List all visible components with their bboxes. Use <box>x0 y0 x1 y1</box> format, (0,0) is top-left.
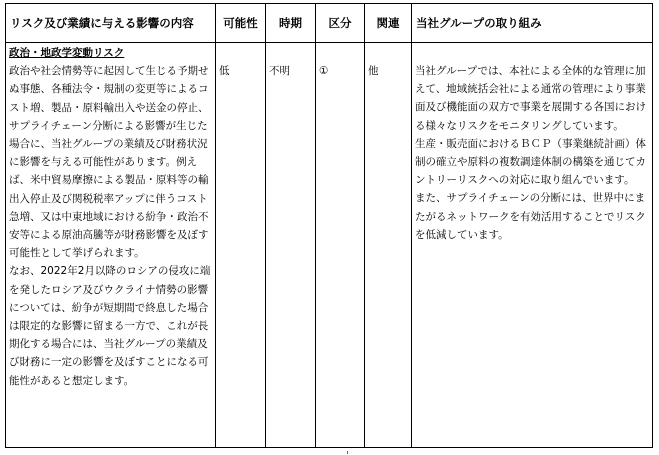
possibility-value: 低 <box>219 65 230 77</box>
header-relation: 関連 <box>365 4 412 43</box>
page-edge-mark <box>347 451 348 454</box>
efforts-cell <box>412 43 653 448</box>
timing-value: 不明 <box>269 65 290 77</box>
efforts-paragraph: 生産・販売面におけるＢＣＰ（事業継続計画）体制の確立や原料の複数調達体制の構築を通じてカントリーリスクへの対応に取り組んでいます。 <box>415 137 646 187</box>
header-possibility: 可能性 <box>216 4 266 43</box>
risk-title: 政治・地政学変動リスク <box>9 47 125 59</box>
impact-paragraph: なお、2022年2月以降のロシアの侵攻に端を発したロシア及びウクライナ情勢の影響については、紛争が短期間で終息した場合は限定的な影響に留まる一方で、これが長期化する場合には、当社グループの業績及び財務に一定の影響を及ぼすことになる可能性があると想定します。 <box>9 265 211 387</box>
table-header-row <box>6 4 653 43</box>
header-category: 区分 <box>316 4 365 43</box>
category-value: ① <box>319 65 329 77</box>
timing-cell <box>266 43 316 448</box>
efforts-paragraph: 当社グループでは、本社による全体的な管理に加えて、地域統括会社による通常の管理により事業面及び機能面の双方で事業を展開する各国における様々なリスクをモニタリングしています。 <box>415 65 646 132</box>
header-impact: リスク及び業績に与える影響の内容 <box>6 4 216 43</box>
possibility-cell <box>216 43 266 448</box>
category-cell <box>316 43 365 448</box>
impact-cell <box>6 43 216 448</box>
impact-paragraph: 政治や社会情勢等に起因して生じる予期せぬ事態、各種法令・規制の変更等によるコスト増、製品・原料輸出入や送金の停止、サプライチェーン分断による影響が生じた場合に、当社グループの業績及び財務状況に影響を与える可能性があります。例えば、米中貿易摩擦による製品・原料等の輸出入停止及び関税税率アップに伴うコスト急増、又は中東地域における紛争・政治不安等による原油高騰等が財務影響を及ぼす可能性として挙げられます。 <box>9 65 209 260</box>
risk-table <box>5 3 653 448</box>
header-timing: 時期 <box>266 4 316 43</box>
table-row <box>6 43 653 448</box>
relation-cell <box>365 43 412 448</box>
efforts-paragraph: また、サプライチェーンの分断には、世界中にまたがるネットワークを有効活用することでリスクを低減しています。 <box>415 192 646 241</box>
header-efforts: 当社グループの取り組み <box>412 4 653 43</box>
relation-value: 他 <box>368 65 379 77</box>
